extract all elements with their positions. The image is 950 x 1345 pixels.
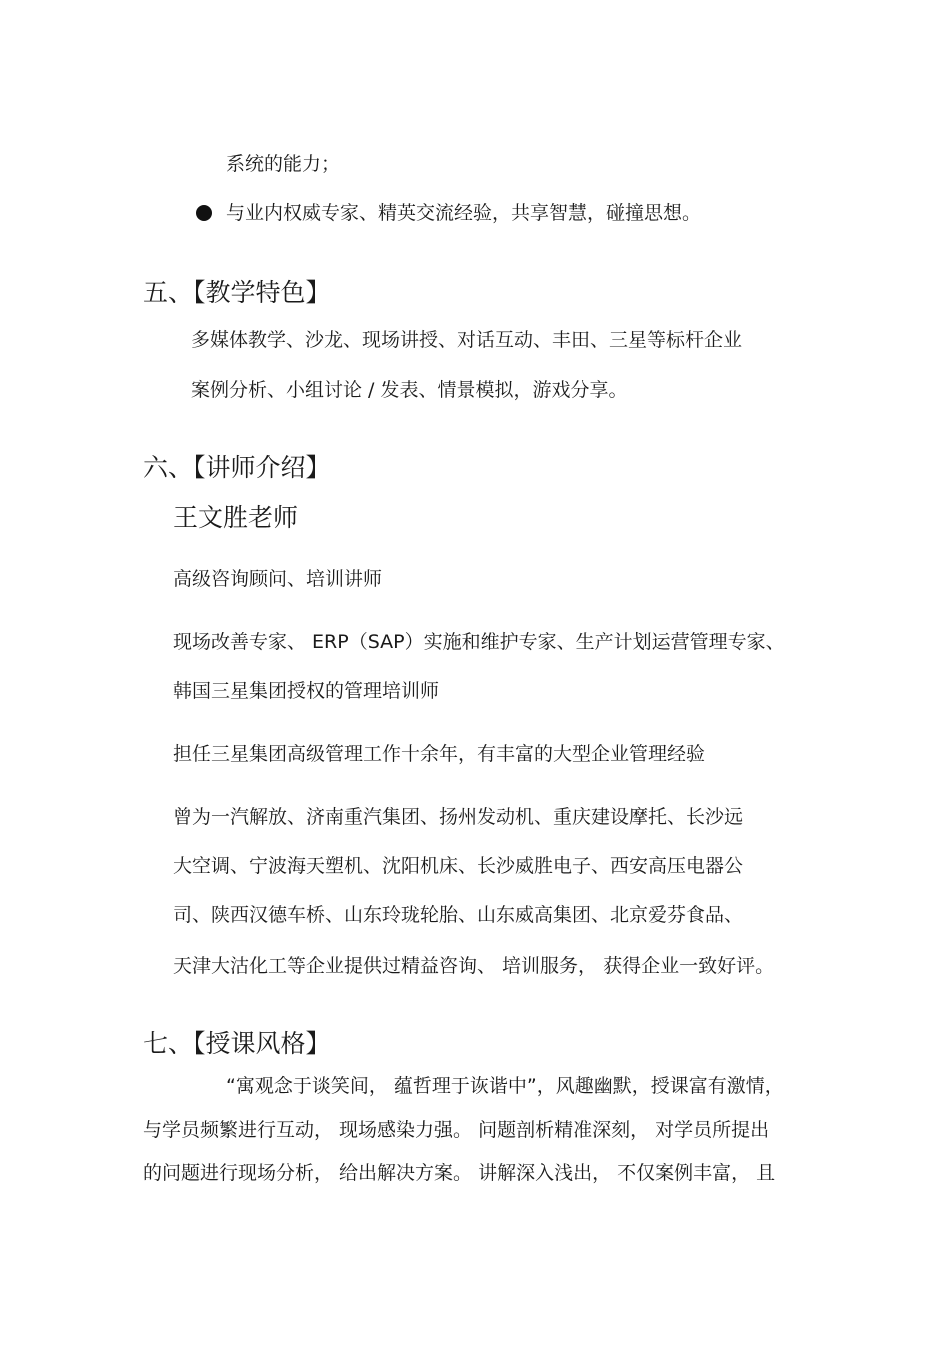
section-heading-teaching-style: 七、【授课风格】 <box>143 1029 331 1058</box>
lecturer-clients-line: 天津大沽化工等企业提供过精益咨询、 培训服务， 获得企业一致好评。 <box>173 955 775 977</box>
section-heading-lecturer: 六、【讲师介绍】 <box>143 453 331 482</box>
bullet-icon <box>196 205 212 221</box>
lecturer-expertise-line: 韩国三星集团授权的管理培训师 <box>173 680 440 702</box>
teaching-style-line: 与学员频繁进行互动， 现场感染力强。 问题剖析精准深刻， 对学员所提出 <box>143 1119 770 1141</box>
section-heading-teaching-features: 五、【教学特色】 <box>143 278 331 307</box>
teaching-style-line: “寓观念于谈笑间， 蕴哲理于诙谐中”，风趣幽默，授课富有激情， <box>226 1075 784 1097</box>
objective-continuation: 系统的能力； <box>226 153 341 175</box>
teaching-features-line: 多媒体教学、沙龙、现场讲授、对话互动、丰田、三星等标杆企业 <box>191 329 743 351</box>
lecturer-clients-line: 大空调、宁波海天塑机、沈阳机床、长沙威胜电子、西安高压电器公 <box>173 855 744 877</box>
lecturer-clients-line: 司、陕西汉德车桥、山东玲珑轮胎、山东威高集团、北京爱芬食品、 <box>173 904 744 926</box>
lecturer-title: 高级咨询顾问、培训讲师 <box>173 568 383 590</box>
lecturer-name: 王文胜老师 <box>173 503 299 532</box>
lecturer-experience: 担任三星集团高级管理工作十余年，有丰富的大型企业管理经验 <box>173 743 706 765</box>
teaching-features-line: 案例分析、小组讨论 / 发表、情景模拟，游戏分享。 <box>191 379 628 401</box>
lecturer-expertise-line: 现场改善专家、 ERP（SAP）实施和维护专家、生产计划运营管理专家、 <box>173 631 785 653</box>
teaching-style-line: 的问题进行现场分析， 给出解决方案。 讲解深入浅出， 不仅案例丰富， 且 <box>143 1162 776 1184</box>
lecturer-clients-line: 曾为一汽解放、济南重汽集团、扬州发动机、重庆建设摩托、长沙远 <box>173 806 744 828</box>
objective-bullet-text: 与业内权威专家、精英交流经验，共享智慧，碰撞思想。 <box>226 202 702 224</box>
